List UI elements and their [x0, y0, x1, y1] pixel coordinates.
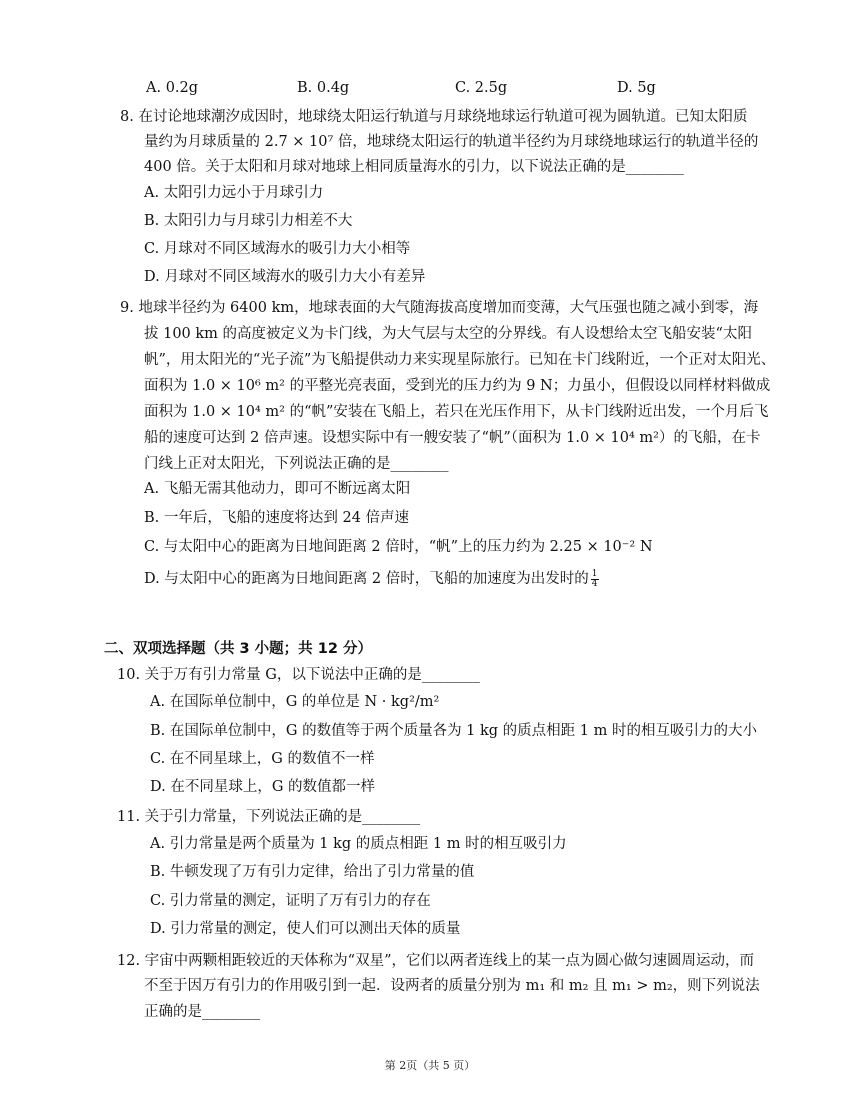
q9-stem-line-3: 帆”，用太阳光的“光子流”为飞船提供动力来实现星际旅行。已知在卡门线附近，一个正对太阳光、 — [144, 352, 776, 368]
q7-option-d: D. 5g — [617, 80, 656, 96]
q10-stem: 10. 关于万有引力常量 G，以下说法中正确的是________ — [117, 667, 480, 683]
q9-option-b: B. 一年后，飞船的速度将达到 24 倍声速 — [144, 510, 410, 526]
q9-stem-line-2: 拔 100 km 的高度被定义为卡门线，为大气层与太空的分界线。有人设想给太空飞船安装“太阳 — [144, 326, 752, 342]
q10-option-d: D. 在不同星球上，G 的数值都一样 — [150, 779, 376, 795]
q9-stem-line-5: 面积为 1.0 × 10⁴ m² 的“帆”安装在飞船上，若只在光压作用下，从卡门线附近出发，一个月后飞 — [144, 404, 769, 420]
q9-option-d: D. 与太阳中心的距离为日地间距离 2 倍时，飞船的加速度为出发时的 — [144, 571, 589, 587]
q11-option-a: A. 引力常量是两个质量为 1 kg 的质点相距 1 m 时的相互吸引力 — [150, 836, 567, 852]
q9-stem-line-1: 9. 地球半径约为 6400 km，地球表面的大气随海拔高度增加而变薄，大气压强也随之减小到零，海 — [120, 300, 759, 316]
q9-stem-line-7: 门线上正对太阳光，下列说法正确的是________ — [144, 456, 449, 472]
q9-option-a: A. 飞船无需其他动力，即可不断远离太阳 — [144, 481, 411, 497]
q9-stem-line-4: 面积为 1.0 × 10⁶ m² 的平整光亮表面，受到光的压力约为 9 N；力虽小，但假设以同样材料做成 — [144, 378, 771, 394]
fraction-one-quarter — [591, 570, 599, 589]
q7-option-b: B. 0.4g — [297, 80, 350, 96]
q8-option-b: B. 太阳引力与月球引力相差不大 — [144, 213, 353, 229]
q7-option-a: A. 0.2g — [146, 80, 199, 96]
fraction-denominator: 4 — [591, 578, 598, 589]
q11-option-b: B. 牛顿发现了万有引力定律，给出了引力常量的值 — [150, 864, 475, 880]
q8-option-d: D. 月球对不同区域海水的吸引力大小有差异 — [144, 269, 426, 285]
q11-option-d: D. 引力常量的测定，使人们可以测出天体的质量 — [150, 921, 461, 937]
q9-stem-line-6: 船的速度可达到 2 倍声速。设想实际中有一艘安装了“帆”（面积为 1.0 × 10⁴ m²）的飞船，在卡 — [144, 430, 761, 446]
page-footer: 第 2页（共 5 页） — [384, 1059, 476, 1072]
q10-option-c: C. 在不同星球上，G 的数值不一样 — [150, 751, 375, 767]
q9-option-d-row — [144, 569, 599, 589]
q8-stem-line-2: 量约为月球质量的 2.7 × 10⁷ 倍，地球绕太阳运行的轨道半径约为月球绕地球运行的轨道半径的 — [144, 134, 759, 150]
q11-stem: 11. 关于引力常量，下列说法正确的是________ — [117, 809, 421, 825]
q12-stem-line-2: 不至于因万有引力的作用吸引到一起．设两者的质量分别为 m₁ 和 m₂ 且 m₁ > m₂，则下列说法 — [144, 978, 760, 994]
q8-stem-line-1: 8. 在讨论地球潮汐成因时，地球绕太阳运行轨道与月球绕地球运行轨道可视为圆轨道。已知太阳质 — [120, 109, 748, 125]
q8-option-c: C. 月球对不同区域海水的吸引力大小相等 — [144, 241, 411, 257]
q11-option-c: C. 引力常量的测定，证明了万有引力的存在 — [150, 893, 431, 909]
q12-stem-line-1: 12. 宇宙中两颗相距较近的天体称为“双星”，它们以两者连线上的某一点为圆心做匀速圆周运动，而 — [117, 953, 754, 969]
q10-option-a: A. 在国际单位制中，G 的单位是 N · kg²/m² — [150, 694, 440, 710]
fraction-numerator: 1 — [591, 568, 598, 579]
q8-option-a: A. 太阳引力远小于月球引力 — [144, 185, 324, 201]
section-title-double-choice: 二、双项选择题（共 3 小题；共 12 分） — [104, 641, 372, 657]
q8-stem-line-3: 400 倍。关于太阳和月球对地球上相同质量海水的引力，以下说法正确的是________ — [144, 159, 684, 175]
q7-option-c: C. 2.5g — [455, 80, 508, 96]
q10-option-b: B. 在国际单位制中，G 的数值等于两个质量各为 1 kg 的质点相距 1 m 时的相互吸引力的大小 — [150, 723, 757, 739]
q9-option-c: C. 与太阳中心的距离为日地间距离 2 倍时，“帆”上的压力约为 2.25 × 10⁻² N — [144, 539, 653, 555]
q12-stem-line-3: 正确的是________ — [144, 1004, 260, 1020]
